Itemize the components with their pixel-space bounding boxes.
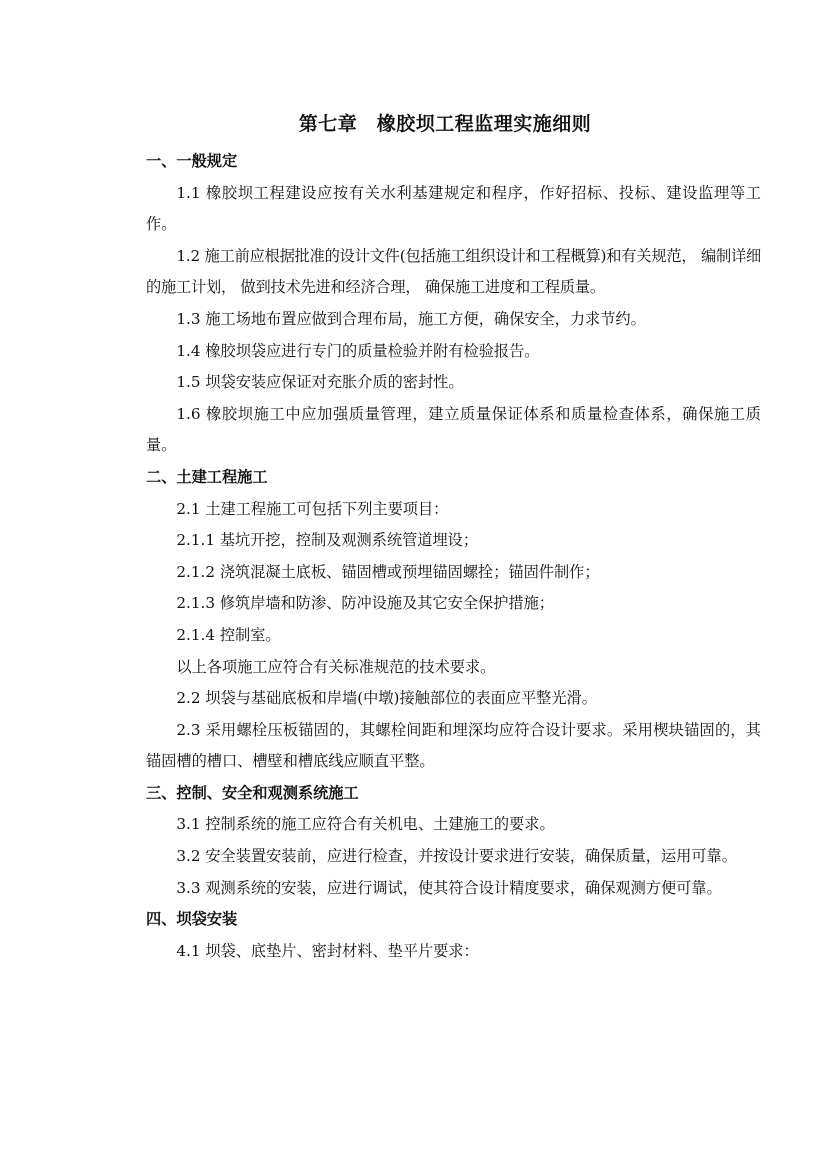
section-dam-bag-installation	[146, 904, 761, 967]
paragraph: 1.5 坝袋安装应保证对充胀介质的密封性。	[176, 373, 464, 392]
paragraph: 以上各项施工应符合有关标准规范的技术要求。	[176, 657, 496, 676]
paragraph: 1.4 橡胶坝袋应进行专门的质量检验并附有检验报告。	[176, 341, 540, 360]
paragraph: 4.1 坝袋、底垫片、密封材料、垫平片要求：	[176, 941, 479, 960]
section-civil-works	[146, 462, 761, 778]
paragraph: 1.6 橡胶坝施工中应加强质量管理，建立质量保证体系和质量检查体系，确保施工质量。	[146, 404, 761, 455]
document-body	[146, 146, 761, 967]
section-control-safety-observation	[146, 778, 761, 904]
paragraph: 3.3 观测系统的安装，应进行调试，使其符合设计精度要求，确保观测方便可靠。	[176, 878, 722, 897]
paragraph: 2.1.1 基坑开挖，控制及观测系统管道埋设；	[176, 531, 479, 550]
paragraph: 1.1 橡胶坝工程建设应按有关水利基建规定和程序，作好招标、投标、建设监理等工作。	[146, 183, 761, 234]
paragraph: 1.2 施工前应根据批准的设计文件(包括施工组织设计和工程概算)和有关规范， 编制详细的施工计划， 做到技术先进和经济合理， 确保施工进度和工程质量。	[146, 246, 761, 297]
section-general-provisions	[146, 146, 761, 462]
section-heading: 四、坝袋安装	[146, 910, 238, 929]
paragraph: 2.3 采用螺栓压板锚固的，其螺栓间距和埋深均应符合设计要求。采用楔块锚固的，其锚固槽的槽口、槽壁和槽底线应顺直平整。	[146, 720, 761, 771]
paragraph: 3.1 控制系统的施工应符合有关机电、土建施工的要求。	[176, 815, 555, 834]
paragraph: 2.1.2 浇筑混凝土底板、锚固槽或预埋锚固螺拴；锚固件制作；	[176, 562, 600, 581]
paragraph: 1.3 施工场地布置应做到合理布局，施工方便，确保安全，力求节约。	[176, 309, 646, 328]
paragraph: 3.2 安全装置安装前，应进行检查，并按设计要求进行安装，确保质量，运用可靠。	[176, 847, 737, 866]
paragraph: 2.1.4 控制室。	[176, 625, 281, 644]
paragraph: 2.1.3 修筑岸墙和防渗、防冲设施及其它安全保护措施；	[176, 594, 554, 613]
section-heading: 三、控制、安全和观测系统施工	[146, 783, 359, 802]
chapter-title: 第七章 橡胶坝工程监理实施细则	[298, 113, 592, 135]
paragraph: 2.1 土建工程施工可包括下列主要项目：	[176, 499, 449, 518]
section-heading: 二、土建工程施工	[146, 467, 268, 486]
section-heading: 一、一般规定	[146, 152, 238, 170]
paragraph: 2.2 坝袋与基础底板和岸墙(中墩)接触部位的表面应平整光滑。	[176, 689, 597, 708]
